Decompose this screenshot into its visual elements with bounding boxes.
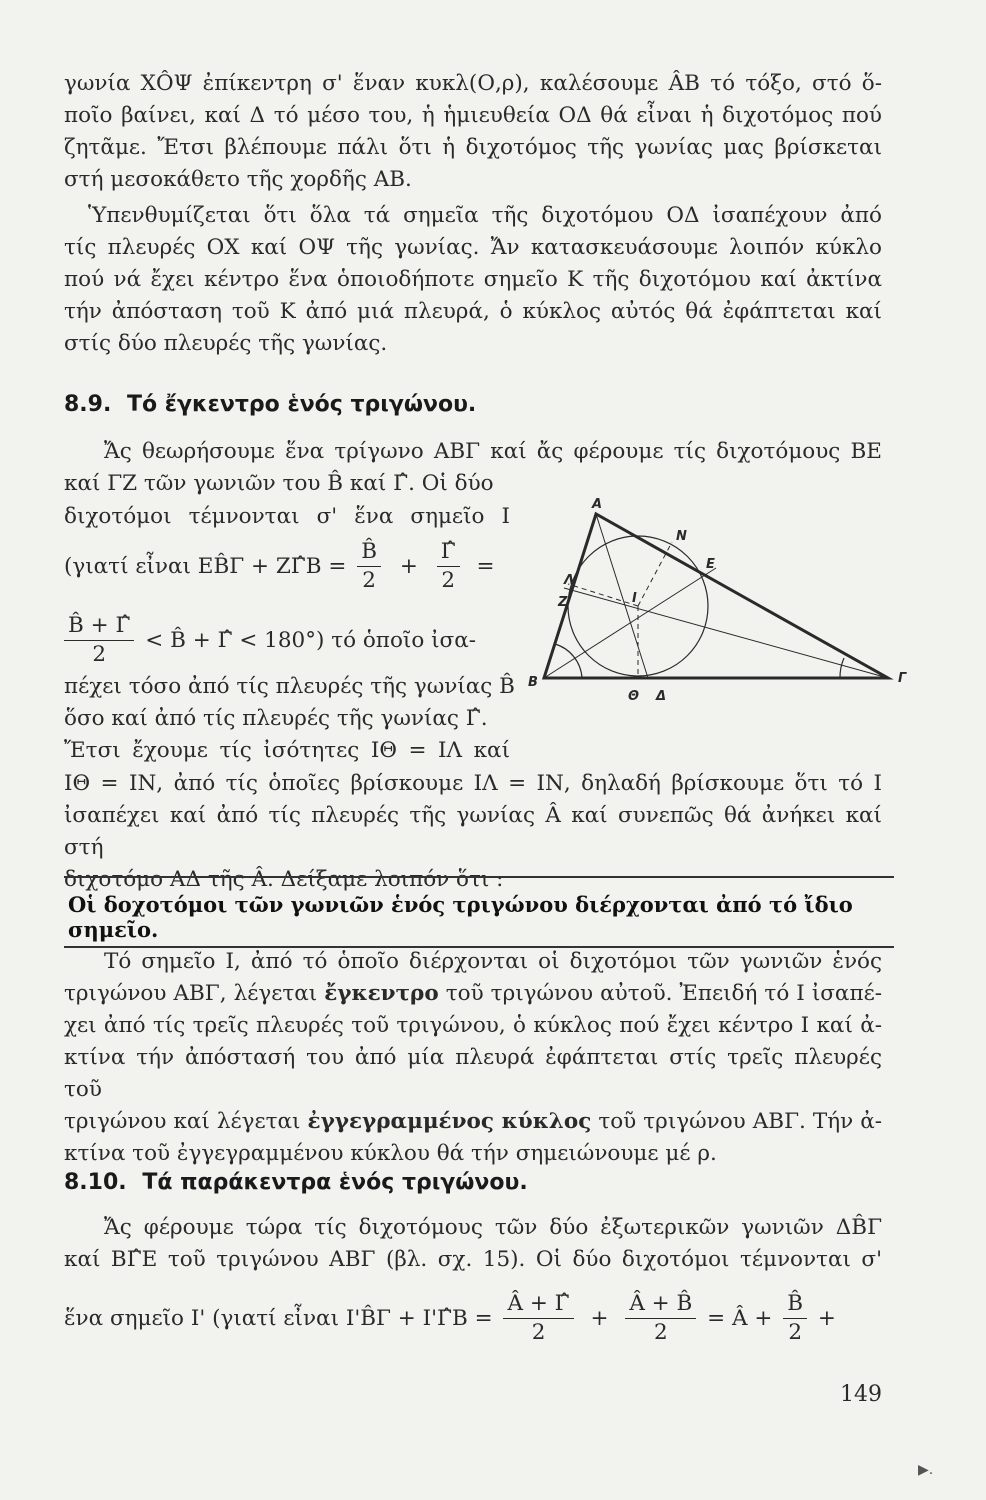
text-line: στή μεσοκάθετο τῆς χορδῆς ΑΒ. <box>64 167 412 192</box>
radius-i-l <box>568 584 638 606</box>
paragraph-excenters <box>64 1212 882 1276</box>
text-line: καί ΒΓ̂Ε τοῦ τριγώνου ΑΒΓ (βλ. σχ. 15). Οἱ δύο διχοτόμοι τέμνονται σ' <box>64 1247 882 1272</box>
paragraph-reminder <box>64 200 882 360</box>
formula-text: = Â + <box>707 1306 773 1331</box>
text-line: πού νά ἔχει κέντρο ἕνα ὁποιοδήποτε σημεῖο Κ τῆς διχοτόμου καί ἀκτίνα <box>64 267 882 292</box>
fraction-numerator: B̂ <box>783 1290 807 1319</box>
text-line <box>64 978 882 1010</box>
text-segment: τοῦ τριγώνου αὐτοῦ. Ἐπειδή τό Ι ἰσαπέ- <box>438 981 882 1006</box>
plus-sign: + <box>817 1306 836 1331</box>
angle-arc-g <box>840 658 844 678</box>
formula-text: ἕνα σημεῖο Ι' (γιατί εἶναι Ι'B̂Γ + Ι'Γ̂Β = <box>64 1306 493 1331</box>
triangle-abg <box>544 514 888 678</box>
section-number: 8.9. <box>64 392 112 417</box>
plus-sign: + <box>590 1306 609 1331</box>
corner-mark: ▶. <box>918 1462 934 1478</box>
text-line: Τό σημεῖο Ι, ἀπό τό ὁποῖο διέρχονται οἱ διχοτόμοι τῶν γωνιῶν ἑνός <box>104 949 882 974</box>
fraction-numerator: Γ̂ <box>437 538 460 567</box>
text-line: τίς πλευρές ΟΧ καί ΟΨ τῆς γωνίας. Ἄν κατασκευάσουμε λοιπόν κύκλο <box>64 235 882 260</box>
text-line: διχοτόμο ΑΔ τῆς Â. Δείξαμε λοιπόν ὅτι : <box>64 867 504 892</box>
formula-line-2 <box>64 612 476 669</box>
text-segment: τριγώνου καί λέγεται <box>64 1109 308 1134</box>
label-delta: Δ <box>656 689 667 704</box>
fraction <box>357 538 381 595</box>
equals-sign: = <box>476 554 495 579</box>
text-line: κτίνα τοῦ ἐγγεγραμμένου κύκλου θά τήν σημειώνουμε μέ ρ. <box>64 1141 717 1166</box>
fraction-numerator: Â + Γ̂ <box>503 1290 573 1319</box>
fraction-denominator: 2 <box>441 568 456 593</box>
fraction <box>625 1290 696 1347</box>
text-line: χει ἀπό τίς τρεῖς πλευρές τοῦ τριγώνου, ὁ κύκλος πού ἔχει κέντρο Ι καί ἀ- <box>64 1013 882 1038</box>
label-a: A <box>592 497 603 512</box>
page-number: 149 <box>840 1382 882 1407</box>
term-incenter: ἔγκεντρο <box>324 981 439 1006</box>
label-lambda: Λ <box>564 573 575 588</box>
text-line: γωνία ΧÔΨ ἐπίκεντρη σ' ἕναν κυκλ(Ο,ρ), καλέσουμε ÂΒ τό τόξο, στό ὅ- <box>64 71 882 96</box>
fraction <box>437 538 460 595</box>
formula-text: < B̂ + Γ̂ < 180°) τό ὁποῖο ἰσα- <box>145 628 476 653</box>
fraction-numerator: B̂ <box>357 538 381 567</box>
text-line: ποῖο βαίνει, καί Δ τό μέσο του, ἡ ἡμιευθεία ΟΔ θά εἶναι ἡ διχοτόμος πού <box>64 103 882 128</box>
text-segment: τοῦ τριγώνου ΑΒΓ. Τήν ἀ- <box>591 1109 882 1134</box>
fraction-numerator: Â + B̂ <box>625 1290 696 1319</box>
fraction-denominator: 2 <box>531 1320 546 1345</box>
text-line: Ἔτσι ἔχουμε τίς ἰσότητες ΙΘ = ΙΛ καί <box>64 738 510 763</box>
text-line: στίς δύο πλευρές τῆς γωνίας. <box>64 331 388 356</box>
formula-line-1 <box>64 538 495 595</box>
fraction <box>783 1290 807 1347</box>
text-line: ΙΘ = ΙΝ, ἀπό τίς ὁποῖες βρίσκουμε ΙΛ = ΙΝ, δηλαδή βρίσκουμε ὅτι τό Ι <box>64 771 882 796</box>
label-e: E <box>706 557 715 572</box>
text-line: κτίνα τήν ἀπόστασή του ἀπό μία πλευρά ἐφάπτεται στίς τρεῖς πλευρές τοῦ <box>64 1045 882 1102</box>
text-line: ἰσαπέχει καί ἀπό τίς πλευρές τῆς γωνίας Â καί συνεπῶς θά ἀνήκει καί στή <box>64 803 882 860</box>
radius-i-n <box>638 542 672 606</box>
paragraph-angle-bisector <box>64 68 882 196</box>
fraction-denominator: 2 <box>362 568 376 593</box>
label-n: N <box>676 529 687 544</box>
triangle-incircle-figure <box>520 492 920 712</box>
label-b: B <box>528 675 538 690</box>
section-title: Τό ἔγκεντρο ἑνός τριγώνου. <box>127 392 477 417</box>
label-theta: Θ <box>628 689 640 704</box>
text-line <box>64 1106 882 1138</box>
formula-text: (γιατί εἶναι ΕB̂Γ + ΖΓ̂Β = <box>64 554 347 579</box>
plus-sign: + <box>399 554 418 579</box>
label-gamma: Γ <box>898 671 907 686</box>
section-heading-8-9 <box>64 392 476 417</box>
label-z: Z <box>558 595 568 610</box>
text-line: Ἄς φέρουμε τώρα τίς διχοτόμους τῶν δύο ἐξωτερικῶν γωνιῶν ΔB̂Γ <box>104 1215 882 1240</box>
text-line: ζητᾶμε. Ἔτσι βλέπουμε πάλι ὅτι ἡ διχοτόμος τῆς γωνίας μας βρίσκεται <box>64 135 882 160</box>
label-i: I <box>632 591 637 606</box>
term-inscribed-circle: ἐγγεγραμμένος κύκλος <box>307 1109 592 1134</box>
text-line: καί ΓΖ τῶν γωνιῶν του B̂ καί Γ̂. Οἱ δύο <box>64 471 494 496</box>
theorem-box <box>64 876 894 948</box>
theorem-statement: Οἱ δοχοτόμοι τῶν γωνιῶν ἑνός τριγώνου διέρχονται ἀπό τό ἴδιο σημεῖο. <box>68 892 853 942</box>
fraction-denominator: 2 <box>92 642 107 667</box>
fraction-denominator: 2 <box>788 1320 802 1345</box>
text-line: Ὑπενθυμίζεται ὅτι ὅλα τά σημεῖα τῆς διχοτόμου ΟΔ ἰσαπέχουν ἀπό <box>88 203 882 228</box>
text-line: ὅσο καί ἀπό τίς πλευρές τῆς γωνίας Γ̂. <box>64 706 488 731</box>
text-line: τήν ἀπόσταση τοῦ Κ ἀπό μιά πλευρά, ὁ κύκλος αὐτός θά ἐφάπτεται καί <box>64 299 882 324</box>
text-line: διχοτόμοι τέμνονται σ' ἕνα σημεῖο Ι <box>64 504 510 529</box>
bisector-gz <box>564 588 888 678</box>
fraction <box>64 612 134 669</box>
fraction-denominator: 2 <box>653 1320 668 1345</box>
text-line: Ἄς θεωρήσουμε ἕνα τρίγωνο ΑΒΓ καί ἄς φέρουμε τίς διχοτόμους ΒΕ <box>104 439 882 464</box>
section-heading-8-10 <box>64 1170 528 1195</box>
fraction <box>503 1290 573 1347</box>
section-title: Τά παράκεντρα ἑνός τριγώνου. <box>142 1170 528 1195</box>
text-line: πέχει τόσο ἀπό τίς πλευρές τῆς γωνίας B̂ <box>64 674 515 699</box>
text-segment: τριγώνου ΑΒΓ, λέγεται <box>64 981 325 1006</box>
section-number: 8.10. <box>64 1170 127 1195</box>
paragraph-incenter-proof <box>64 436 882 500</box>
fraction-numerator: B̂ + Γ̂ <box>64 612 134 641</box>
formula-line-3 <box>64 1290 836 1347</box>
paragraph-incenter-definition <box>64 946 882 1170</box>
angle-arc-b <box>555 644 582 678</box>
